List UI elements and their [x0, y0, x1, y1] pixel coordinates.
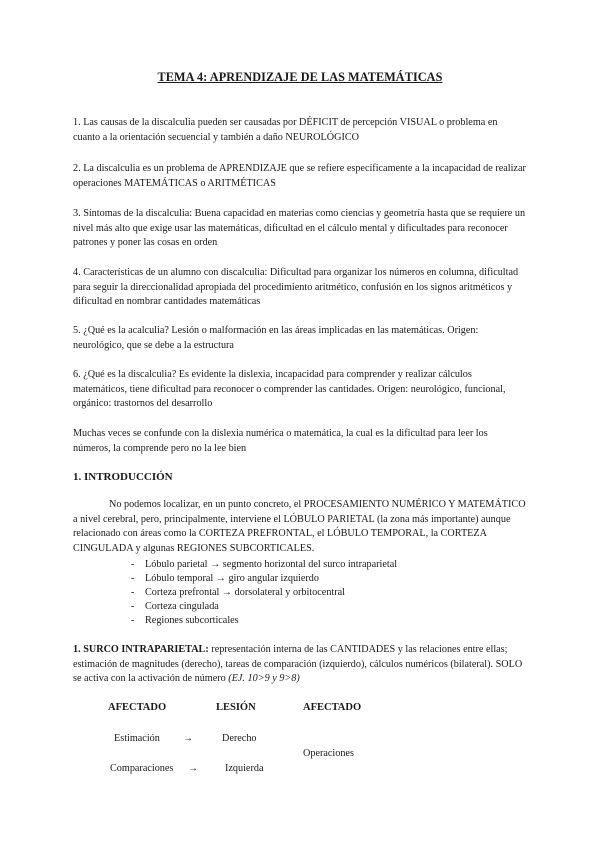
item-5: 5. ¿Qué es la acalculia? Lesión o malformación en las áreas implicadas en las matemáticas. Origen: neurológico, que se debe a la estructura [73, 325, 479, 351]
item-6: 6. ¿Qué es la discalculia? Es evidente la dislexia, incapacidad para comprender y realizar cálculos matemáticos, tiene dificultad para reconocer o comprender las cantidades. Origen: neurológico, funcional, orgánico: trastornos del desarrollo [73, 369, 506, 410]
item-1: 1. Las causas de la discalculia pueden ser causadas por DÉFICIT de percepción VISUAL o problema en cuanto a la orientación secuencial y también a daño NEUROLÓGICO [73, 117, 498, 143]
surco-heading: 1. SURCO INTRAPARIETAL: [73, 644, 209, 655]
item-3: 3. Síntomas de la discalculia: Buena capacidad en materias como ciencias y geometría hasta que se requiere un nivel más alto que exige usar las matemáticas, dificultad en el cálculo mental y dificultades para reconocer patrones y poner las cosas en orden [73, 208, 526, 249]
bullet-dash: - [131, 559, 135, 570]
row-estimacion-lesion: Derecho [222, 733, 257, 744]
bullet-dash: - [131, 573, 135, 584]
row-comparaciones-arrow: → [188, 763, 199, 774]
bullet-text: Corteza prefrontal → dorsolateral y orbitocentral [145, 587, 345, 598]
table-header-afectado-left: AFECTADO [108, 702, 167, 713]
intro-paragraph: No podemos localizar, en un punto concreto, el PROCESAMIENTO NUMÉRICO Y MATEMÁTICO a nivel cerebral, pero, principalmente, interviene el LÓBULO PARIETAL (la zona más importante) aunque relacionado con áreas como la CORTEZA PREFRONTAL, el LÓBULO TEMPORAL, la CORTEZA CINGULADA y algunas REGIONES SUBCORTICALES. [73, 499, 526, 554]
bullet-text: Regiones subcorticales [145, 615, 239, 626]
item-2: 2. La discalculia es un problema de APRENDIZAJE que se refiere específicamente a la incapacidad de realizar operaciones MATEMÁTICAS o ARITMÉTICAS [73, 163, 526, 189]
surco-text: representación interna de las CANTIDADES y las relaciones entre ellas; estimación de magnitudes (derecho), tareas de comparación (izquierdo), cálculos numéricos (bilateral). SOLO se activa con la activación de número [73, 644, 523, 685]
table-header-afectado-right: AFECTADO [303, 702, 362, 713]
bullet-dash: - [131, 587, 135, 598]
afectado-operaciones: Operaciones [303, 748, 354, 759]
surco-example: (EJ. 10>9 y 9>8) [228, 673, 300, 685]
intro-heading: 1. INTRODUCCIÓN [73, 471, 173, 483]
page-title: TEMA 4: APRENDIZAJE DE LAS MATEMÁTICAS [157, 70, 443, 84]
bullet-text: Corteza cingulada [145, 601, 219, 612]
surco-paragraph [73, 643, 527, 687]
row-comparaciones-label: Comparaciones [110, 763, 174, 774]
bullet-dash: - [131, 615, 135, 626]
row-comparaciones-lesion: Izquierda [225, 763, 264, 774]
note-paragraph: Muchas veces se confunde con la dislexia numérica o matemática, la cual es la dificultad para leer los números, la comprende pero no la lee bien [73, 428, 488, 454]
row-estimacion-label: Estimación [114, 733, 160, 744]
bullet-text: Lóbulo parietal → segmento horizontal del surco intraparietal [145, 559, 398, 570]
table-header-lesion: LESIÓN [216, 702, 256, 713]
bullet-text: Lóbulo temporal → giro angular izquierdo [145, 573, 319, 584]
row-estimacion-arrow: → [183, 733, 194, 744]
bullet-dash: - [131, 601, 135, 612]
item-4: 4. Características de un alumno con discalculia: Dificultad para organizar los números en columna, dificultad para seguir la direccionalidad apropiada del procedimiento aritmético, confusión en los signos aritméticos y dificultad en nombrar cantidades matemáticas [73, 267, 519, 308]
